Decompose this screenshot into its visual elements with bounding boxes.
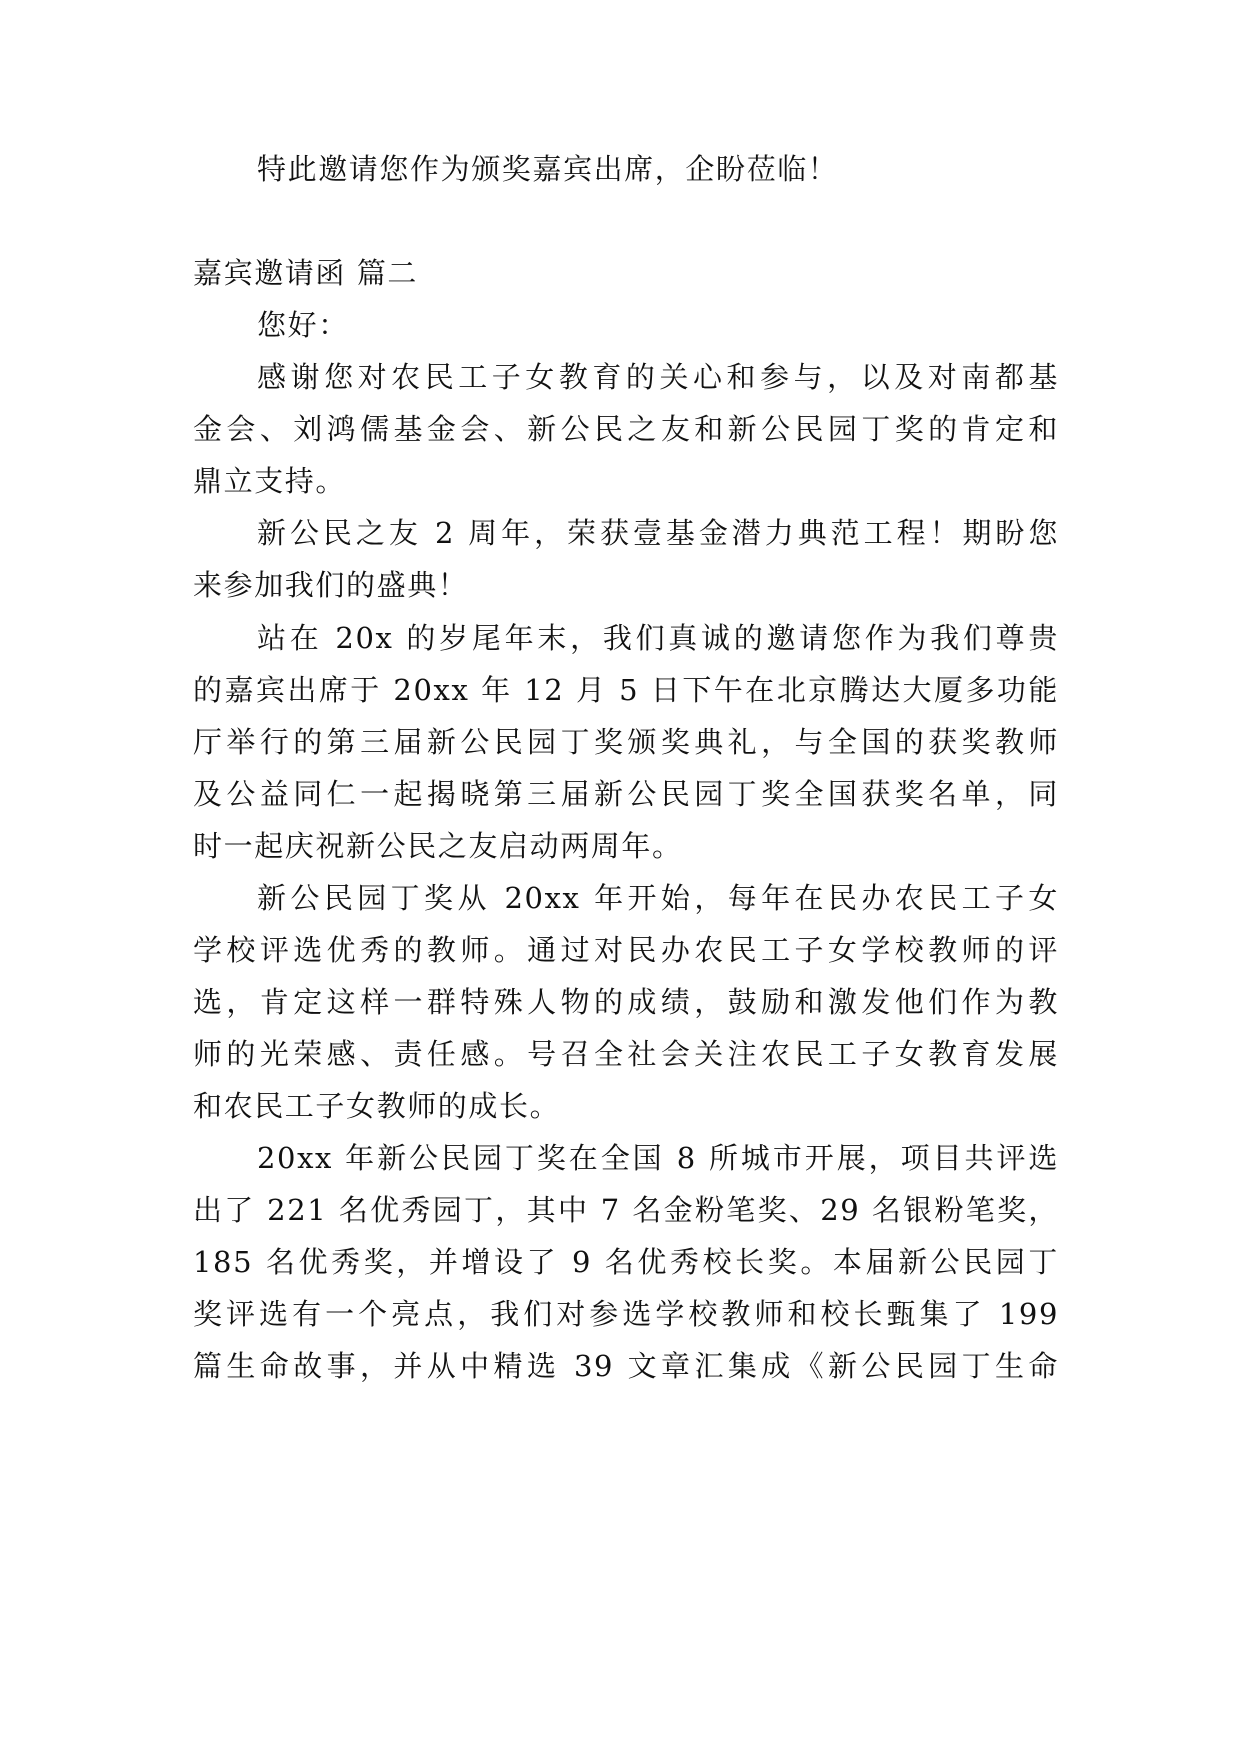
paragraph-line: 的嘉宾出席于 20xx 年 12 月 5 日下午在北京腾达大厦多功能 (193, 673, 1059, 707)
paragraph-line: 选，肯定这样一群特殊人物的成绩，鼓励和激发他们作为教 (193, 985, 1059, 1019)
paragraph-line: 新公民之友 2 周年，荣获壹基金潜力典范工程！期盼您 (257, 516, 1059, 550)
paragraph-line: 和农民工子女教师的成长。 (193, 1089, 561, 1123)
paragraph-line: 感谢您对农民工子女教育的关心和参与，以及对南都基 (257, 360, 1059, 394)
paragraph-line: 新公民园丁奖从 20xx 年开始，每年在民办农民工子女 (257, 881, 1059, 915)
paragraph-line: 学校评选优秀的教师。通过对民办农民工子女学校教师的评 (193, 933, 1059, 967)
paragraph-line: 185 名优秀奖，并增设了 9 名优秀校长奖。本届新公民园丁 (193, 1245, 1059, 1279)
paragraph-line: 出了 221 名优秀园丁，其中 7 名金粉笔奖、29 名银粉笔奖， (193, 1193, 1059, 1227)
paragraph-line: 金会、刘鸿儒基金会、新公民之友和新公民园丁奖的肯定和 (193, 412, 1059, 446)
paragraph-line: 时一起庆祝新公民之友启动两周年。 (193, 829, 683, 863)
paragraph-line: 20xx 年新公民园丁奖在全国 8 所城市开展，项目共评选 (257, 1141, 1059, 1175)
paragraph-line: 及公益同仁一起揭晓第三届新公民园丁奖全国获奖名单，同 (193, 777, 1059, 811)
section-title: 嘉宾邀请函 篇二 (193, 256, 419, 290)
greeting: 您好： (257, 308, 349, 342)
paragraph-line: 站在 20x 的岁尾年末，我们真诚的邀请您作为我们尊贵 (257, 621, 1059, 655)
paragraph-line: 师的光荣感、责任感。号召全社会关注农民工子女教育发展 (193, 1037, 1059, 1071)
paragraph-line: 厅举行的第三届新公民园丁奖颁奖典礼，与全国的获奖教师 (193, 725, 1059, 759)
closing-line: 特此邀请您作为颁奖嘉宾出席，企盼莅临！ (257, 152, 839, 186)
paragraph-line: 奖评选有一个亮点，我们对参选学校教师和校长甄集了 199 (193, 1297, 1059, 1331)
paragraph-line: 来参加我们的盛典！ (193, 568, 469, 602)
paragraph-line: 鼎立支持。 (193, 464, 347, 498)
paragraph-line: 篇生命故事，并从中精选 39 文章汇集成《新公民园丁生命 (193, 1349, 1059, 1383)
